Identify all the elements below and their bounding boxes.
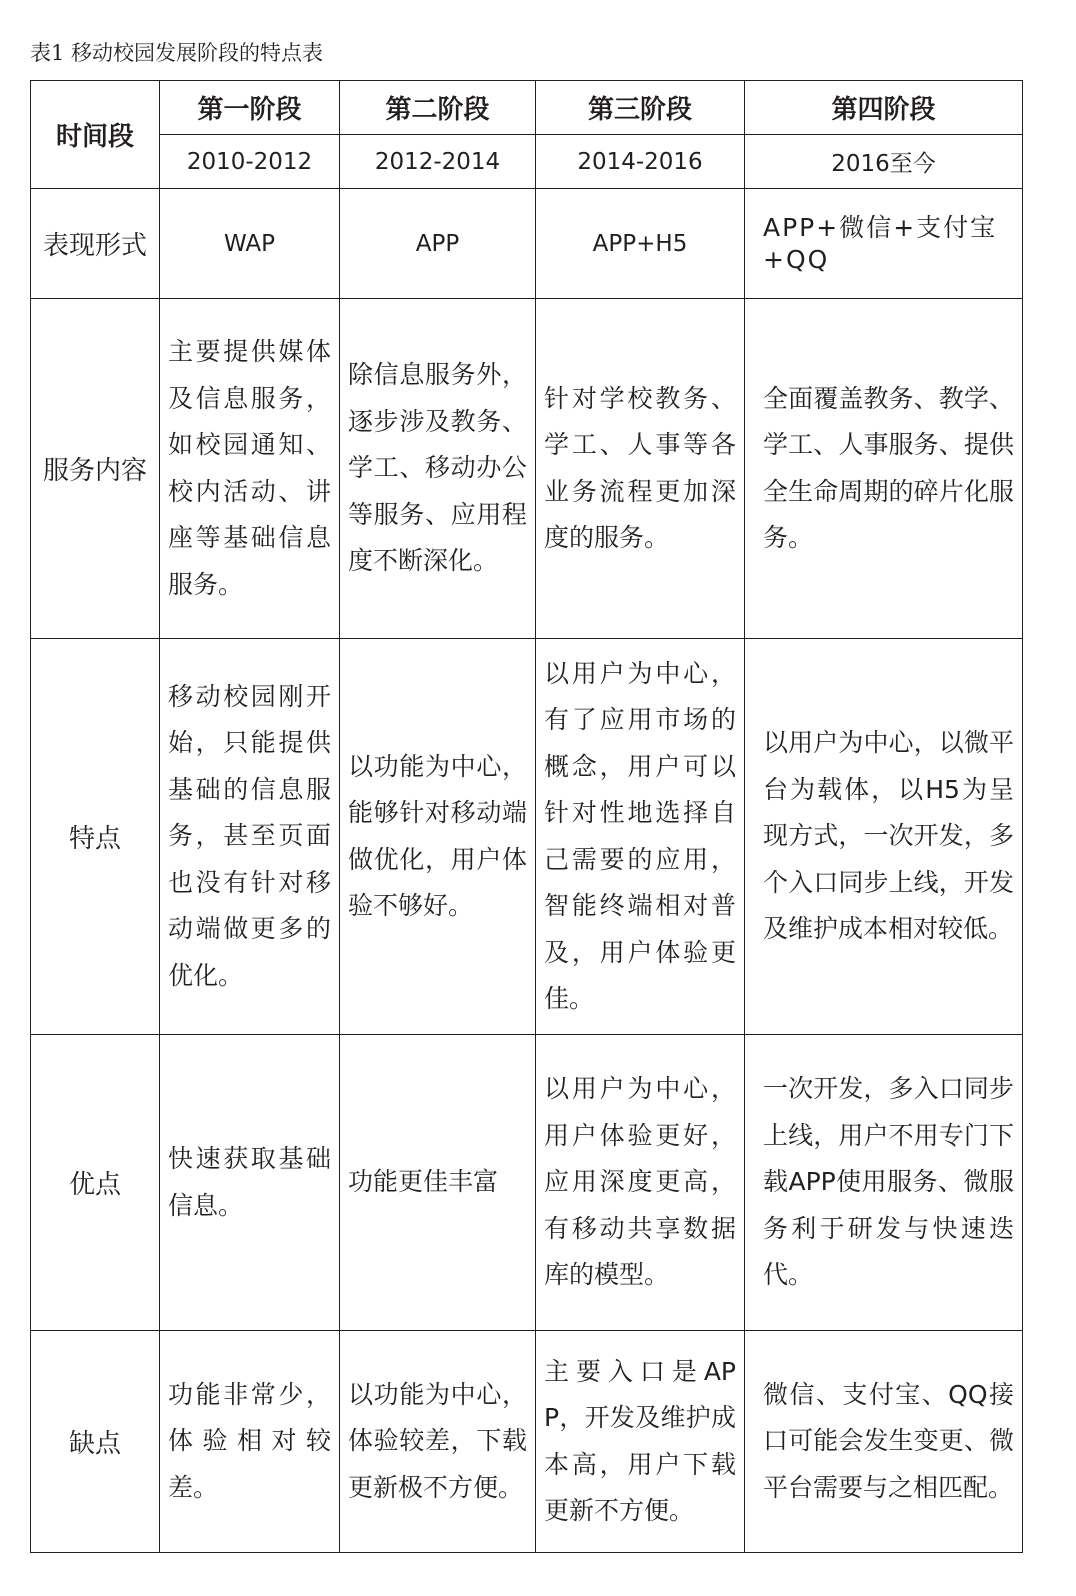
stage-3-years: 2014-2016: [536, 135, 745, 189]
stage-1-header: 第一阶段: [160, 81, 340, 135]
header-row-years: [31, 135, 1023, 189]
cell-disadvantages-stage-2: 以功能为中心，体验较差，下载更新极不方便。: [340, 1331, 536, 1553]
cell-service-stage-2: 除信息服务外，逐步涉及教务、学工、移动办公等服务、应用程度不断深化。: [340, 299, 536, 639]
cell-disadvantages-stage-4: 微信、支付宝、QQ接口可能会发生变更、微平台需要与之相匹配。: [745, 1331, 1023, 1553]
stage-1-years: 2010-2012: [160, 135, 340, 189]
row-advantages: [31, 1035, 1023, 1331]
cell-advantages-stage-2: 功能更佳丰富: [340, 1035, 536, 1331]
cell-form-stage-2: APP: [340, 189, 536, 299]
table-caption: 表1 移动校园发展阶段的特点表: [30, 41, 324, 65]
row-label-presentation-form: 表现形式: [31, 189, 160, 299]
stage-4-years: 2016至今: [745, 135, 1023, 189]
cell-features-stage-2: 以功能为中心，能够针对移动端做优化，用户体验不够好。: [340, 639, 536, 1035]
header-row-stages: [31, 81, 1023, 135]
stage-2-years: 2012-2014: [340, 135, 536, 189]
cell-form-stage-1: WAP: [160, 189, 340, 299]
cell-service-stage-3: 针对学校教务、学工、人事等各业务流程更加深度的服务。: [536, 299, 745, 639]
cell-features-stage-4: 以用户为中心，以微平台为载体，以H5为呈现方式，一次开发，多个入口同步上线，开发及维护成本相对较低。: [745, 639, 1023, 1035]
cell-service-stage-4: 全面覆盖教务、教学、学工、人事服务、提供全生命周期的碎片化服务。: [745, 299, 1023, 639]
row-label-advantages: 优点: [31, 1035, 160, 1331]
row-label-features: 特点: [31, 639, 160, 1035]
stage-3-header: 第三阶段: [536, 81, 745, 135]
period-header: 时间段: [31, 81, 160, 189]
cell-form-stage-4: APP+微信+支付宝+QQ: [745, 189, 1023, 299]
cell-features-stage-3: 以用户为中心，有了应用市场的概念，用户可以针对性地选择自己需要的应用，智能终端相对普及，用户体验更佳。: [536, 639, 745, 1035]
row-presentation-form: [31, 189, 1023, 299]
row-features: [31, 639, 1023, 1035]
row-label-disadvantages: 缺点: [31, 1331, 160, 1553]
cell-form-stage-3: APP+H5: [536, 189, 745, 299]
cell-disadvantages-stage-1: 功能非常少，体验相对较差。: [160, 1331, 340, 1553]
stage-comparison-table: [30, 80, 1023, 1553]
cell-service-stage-1: 主要提供媒体及信息服务，如校园通知、校内活动、讲座等基础信息服务。: [160, 299, 340, 639]
stage-2-header: 第二阶段: [340, 81, 536, 135]
cell-disadvantages-stage-3: 主要入口是APP，开发及维护成本高，用户下载更新不方便。: [536, 1331, 745, 1553]
cell-features-stage-1: 移动校园刚开始，只能提供基础的信息服务，甚至页面也没有针对移动端做更多的优化。: [160, 639, 340, 1035]
cell-advantages-stage-1: 快速获取基础信息。: [160, 1035, 340, 1331]
row-service-content: [31, 299, 1023, 639]
stage-4-header: 第四阶段: [745, 81, 1023, 135]
cell-advantages-stage-3: 以用户为中心，用户体验更好，应用深度更高，有移动共享数据库的模型。: [536, 1035, 745, 1331]
row-disadvantages: [31, 1331, 1023, 1553]
cell-advantages-stage-4: 一次开发，多入口同步上线，用户不用专门下载APP使用服务、微服务利于研发与快速迭代。: [745, 1035, 1023, 1331]
row-label-service-content: 服务内容: [31, 299, 160, 639]
